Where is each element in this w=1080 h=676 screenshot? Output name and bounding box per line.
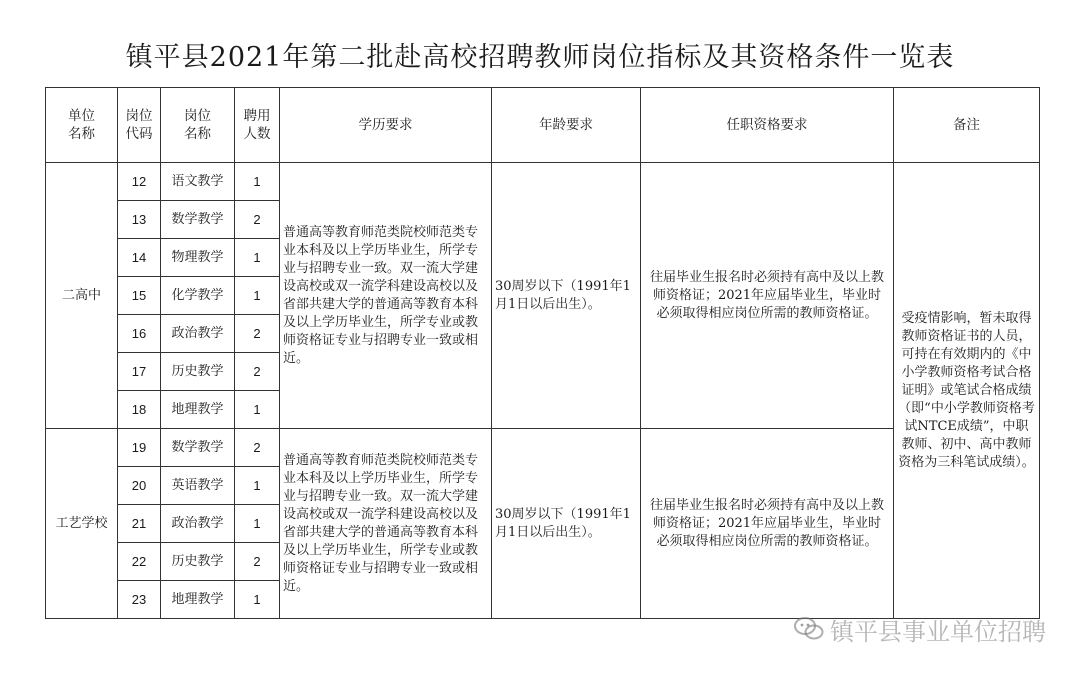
post-code-cell: 15 xyxy=(118,277,161,315)
table-row xyxy=(46,429,1040,467)
watermark xyxy=(794,612,1046,646)
post-name-cell: 物理教学 xyxy=(161,239,235,277)
post-name-cell: 政治教学 xyxy=(161,505,235,543)
education-requirement-cell: 普通高等教育师范类院校师范类专业本科及以上学历毕业生，所学专业与招聘专业一致。双一流大学建设高校或双一流学科建设高校以及省部共建大学的普通高等教育本科及以上学历毕业生，所学专业或教师资格证专业与招聘专业一致或相近。 xyxy=(280,429,492,619)
header-age: 年龄要求 xyxy=(492,88,641,163)
watermark-text: 镇平县事业单位招聘 xyxy=(830,617,1046,646)
post-code-cell: 20 xyxy=(118,467,161,505)
education-requirement-cell: 普通高等教育师范类院校师范类专业本科及以上学历毕业生，所学专业与招聘专业一致。双一流大学建设高校或双一流学科建设高校以及省部共建大学的普通高等教育本科及以上学历毕业生，所学专业或教师资格证专业与招聘专业一致或相近。 xyxy=(280,163,492,429)
post-name-cell: 地理教学 xyxy=(161,581,235,619)
page-title: 镇平县2021年第二批赴高校招聘教师岗位指标及其资格条件一览表 xyxy=(125,42,955,73)
unit-name-cell: 工艺学校 xyxy=(46,429,118,619)
hire-count-cell: 1 xyxy=(235,239,280,277)
header-remarks: 备注 xyxy=(894,88,1040,163)
post-name-cell: 英语教学 xyxy=(161,467,235,505)
post-name-cell: 历史教学 xyxy=(161,353,235,391)
hire-count-cell: 2 xyxy=(235,201,280,239)
hire-count-cell: 1 xyxy=(235,505,280,543)
post-name-cell: 数学教学 xyxy=(161,429,235,467)
qualification-requirement-cell: 往届毕业生报名时必须持有高中及以上教师资格证；2021年应届毕业生，毕业时必须取得相应岗位所需的教师资格证。 xyxy=(641,429,894,619)
header-qualification: 任职资格要求 xyxy=(641,88,894,163)
hire-count-cell: 2 xyxy=(235,429,280,467)
post-name-cell: 数学教学 xyxy=(161,201,235,239)
qualification-requirement-cell: 往届毕业生报名时必须持有高中及以上教师资格证；2021年应届毕业生，毕业时必须取得相应岗位所需的教师资格证。 xyxy=(641,163,894,429)
post-name-cell: 历史教学 xyxy=(161,543,235,581)
post-code-cell: 19 xyxy=(118,429,161,467)
post-code-cell: 14 xyxy=(118,239,161,277)
hire-count-cell: 1 xyxy=(235,391,280,429)
post-name-cell: 政治教学 xyxy=(161,315,235,353)
table-row xyxy=(46,163,1040,201)
age-requirement-cell: 30周岁以下（1991年1月1日以后出生）。 xyxy=(492,429,641,619)
age-requirement-cell: 30周岁以下（1991年1月1日以后出生）。 xyxy=(492,163,641,429)
recruitment-table xyxy=(45,87,1040,619)
post-code-cell: 23 xyxy=(118,581,161,619)
post-code-cell: 12 xyxy=(118,163,161,201)
hire-count-cell: 2 xyxy=(235,543,280,581)
hire-count-cell: 1 xyxy=(235,163,280,201)
header-unit-name: 单位 名称 xyxy=(46,88,118,163)
hire-count-cell: 2 xyxy=(235,315,280,353)
header-education: 学历要求 xyxy=(280,88,492,163)
header-hire-count: 聘用 人数 xyxy=(235,88,280,163)
post-code-cell: 21 xyxy=(118,505,161,543)
post-name-cell: 地理教学 xyxy=(161,391,235,429)
header-post-name: 岗位 名称 xyxy=(161,88,235,163)
post-name-cell: 化学教学 xyxy=(161,277,235,315)
wechat-icon xyxy=(794,616,824,642)
hire-count-cell: 1 xyxy=(235,581,280,619)
post-code-cell: 17 xyxy=(118,353,161,391)
unit-name-cell: 二高中 xyxy=(46,163,118,429)
post-code-cell: 22 xyxy=(118,543,161,581)
post-code-cell: 16 xyxy=(118,315,161,353)
post-code-cell: 18 xyxy=(118,391,161,429)
hire-count-cell: 1 xyxy=(235,277,280,315)
hire-count-cell: 2 xyxy=(235,353,280,391)
remarks-cell: 受疫情影响，暂未取得教师资格证书的人员，可持在有效期内的《中小学教师资格考试合格证明》或笔试合格成绩（即“中小学教师资格考试NTCE成绩”，中职教师、初中、高中教师资格为三科笔试成绩）。 xyxy=(894,163,1040,619)
header-post-code: 岗位 代码 xyxy=(118,88,161,163)
header-row xyxy=(46,88,1040,163)
hire-count-cell: 1 xyxy=(235,467,280,505)
post-name-cell: 语文教学 xyxy=(161,163,235,201)
post-code-cell: 13 xyxy=(118,201,161,239)
